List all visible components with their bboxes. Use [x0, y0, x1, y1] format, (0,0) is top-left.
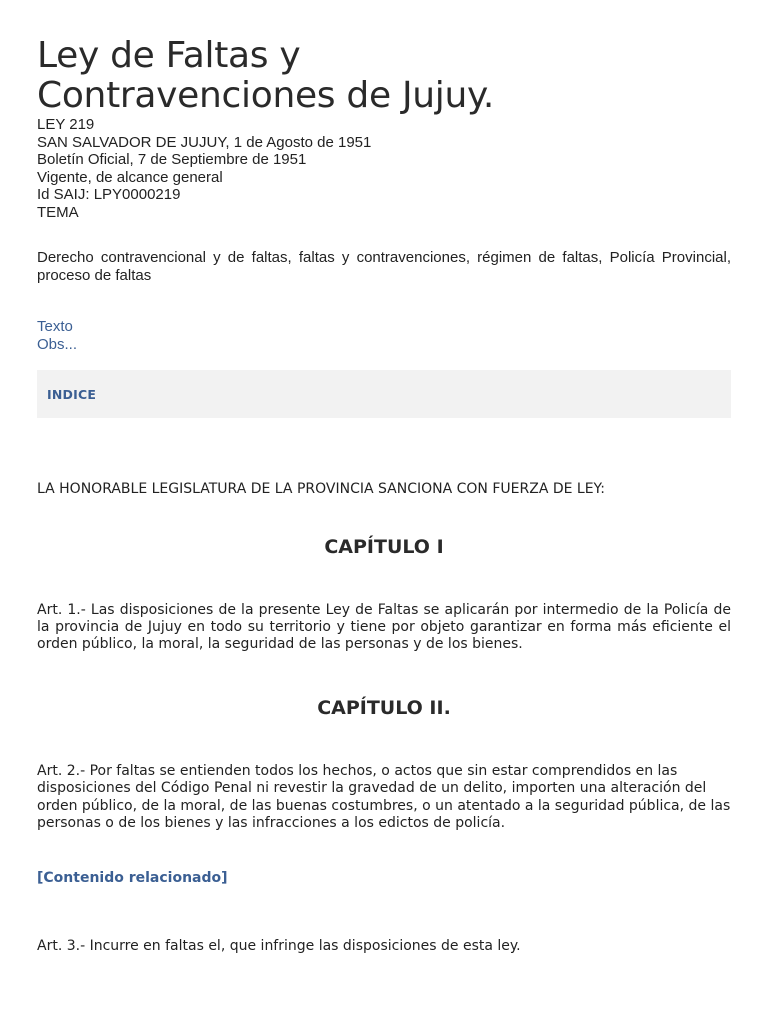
document-links [37, 318, 731, 353]
law-document [37, 0, 731, 955]
preamble: LA HONORABLE LEGISLATURA DE LA PROVINCIA SANCIONA CON FUERZA DE LEY: [37, 481, 605, 497]
topic-heading: TEMA [37, 203, 79, 221]
article-1: Art. 1.- Las disposiciones de la presente Ley de Faltas se aplicarán por intermedio de la Policía de la provincia de Jujuy en todo su territorio y tiene por objeto garantizar en forma más eficiente el orden público, la moral, la seguridad de las personas y de los bienes. [37, 601, 731, 652]
topics-list: Derecho contravencional y de faltas, faltas y contravenciones, régimen de faltas, Policía Provincial, proceso de faltas [37, 249, 731, 284]
saij-id: Id SAIJ: LPY0000219 [37, 186, 181, 203]
document-title: Ley de Faltas y Contravenciones de Jujuy. [37, 35, 495, 116]
document-metadata [37, 116, 731, 221]
chapter-1-heading: CAPÍTULO I [324, 535, 444, 558]
index-label[interactable]: INDICE [47, 386, 97, 402]
official-bulletin-date: Boletín Oficial, 7 de Septiembre de 1951 [37, 151, 307, 168]
law-place-date: SAN SALVADOR DE JUJUY, 1 de Agosto de 1951 [37, 133, 372, 151]
article-3: Art. 3.- Incurre en faltas el, que infringe las disposiciones de esta ley. [37, 937, 521, 954]
validity-status: Vigente, de alcance general [37, 168, 223, 186]
texto-link[interactable]: Texto [37, 318, 73, 335]
article-2: Art. 2.- Por faltas se entienden todos los hechos, o actos que sin estar comprendidos en las disposiciones del Código Penal ni revestir la gravedad de un delito, importen una alteración del orden público, de la moral, de las buenas costumbres, o un atentado a la seguridad pública, de las personas o de los bienes y las infracciones a los edictos de policía. [37, 763, 731, 831]
law-number: LEY 219 [37, 116, 95, 133]
obs-link[interactable]: Obs... [37, 335, 78, 353]
chapter-2-heading: CAPÍTULO II. [317, 697, 451, 720]
related-content-link[interactable]: [Contenido relacionado] [37, 869, 228, 886]
index-panel[interactable] [37, 370, 731, 418]
